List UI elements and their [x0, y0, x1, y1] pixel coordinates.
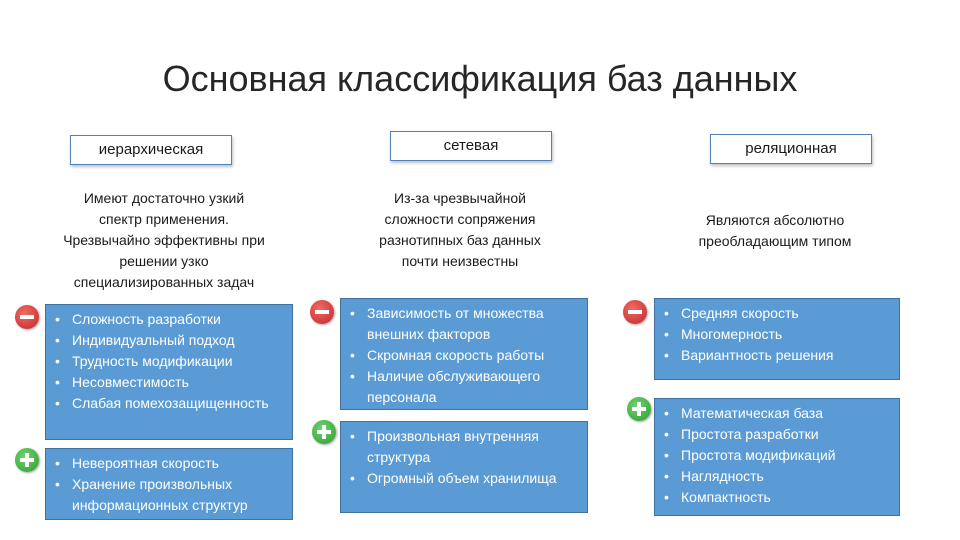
description-hierarchical — [30, 188, 298, 293]
description-line: спектр применения. — [99, 211, 229, 227]
pros-box-network — [340, 421, 588, 513]
list-item: • Трудность модификации — [72, 351, 286, 372]
plus-circle-icon — [312, 420, 336, 444]
list-item: • Слабая помехозащищенность — [72, 393, 286, 414]
cons-box-network — [340, 298, 588, 410]
list-item: • Вариантность решения — [681, 345, 893, 366]
description-network — [330, 188, 590, 272]
list-item: • Невероятная скорость — [72, 453, 286, 474]
description-relational — [650, 210, 900, 252]
list-item: • Скромная скорость работы — [367, 345, 581, 366]
list-item: • Средняя скорость — [681, 303, 893, 324]
minus-circle-icon — [623, 300, 647, 324]
description-line: специализированных задач — [73, 274, 255, 290]
description-line: сложности сопряжения — [384, 211, 536, 227]
list-item: • Математическая база — [681, 403, 893, 424]
cons-box-relational — [654, 298, 900, 380]
list-item: • Наглядность — [681, 466, 893, 487]
list-item: • Произвольная внутренняя структура — [367, 426, 581, 468]
header-network: сетевая — [390, 131, 552, 161]
pros-box-hierarchical — [45, 448, 293, 520]
plus-circle-icon — [627, 397, 651, 421]
description-line: почти неизвестны — [401, 253, 519, 269]
list-item: • Сложность разработки — [72, 309, 286, 330]
description-line: Из-за чрезвычайной — [394, 190, 526, 206]
list-item: • Компактность — [681, 487, 893, 508]
description-line: Чрезвычайно эффективны при — [63, 232, 265, 248]
cons-box-hierarchical — [45, 304, 293, 440]
description-line: преобладающим типом — [698, 233, 852, 249]
pros-box-relational — [654, 398, 900, 516]
list-item: • Многомерность — [681, 324, 893, 345]
list-item: • Простота модификаций — [681, 445, 893, 466]
header-hierarchical: иерархическая — [70, 135, 232, 165]
description-line: разнотипных баз данных — [379, 232, 541, 248]
minus-circle-icon — [15, 305, 39, 329]
description-line: Имеют достаточно узкий — [83, 190, 245, 206]
list-item: • Наличие обслуживающего персонала — [367, 366, 581, 408]
header-relational: реляционная — [710, 134, 872, 164]
description-line: решении узко — [119, 253, 209, 269]
list-item: • Индивидуальный подход — [72, 330, 286, 351]
minus-circle-icon — [310, 300, 334, 324]
list-item: • Несовместимость — [72, 372, 286, 393]
list-item: • Огромный объем хранилища — [367, 468, 581, 489]
list-item: • Зависимость от множества внешних факторов — [367, 303, 581, 345]
list-item: • Хранение произвольных информационных структур — [72, 474, 286, 516]
slide-title: Основная классификация баз данных — [162, 58, 798, 99]
list-item: • Простота разработки — [681, 424, 893, 445]
description-line: Являются абсолютно — [705, 212, 845, 228]
plus-circle-icon — [15, 448, 39, 472]
